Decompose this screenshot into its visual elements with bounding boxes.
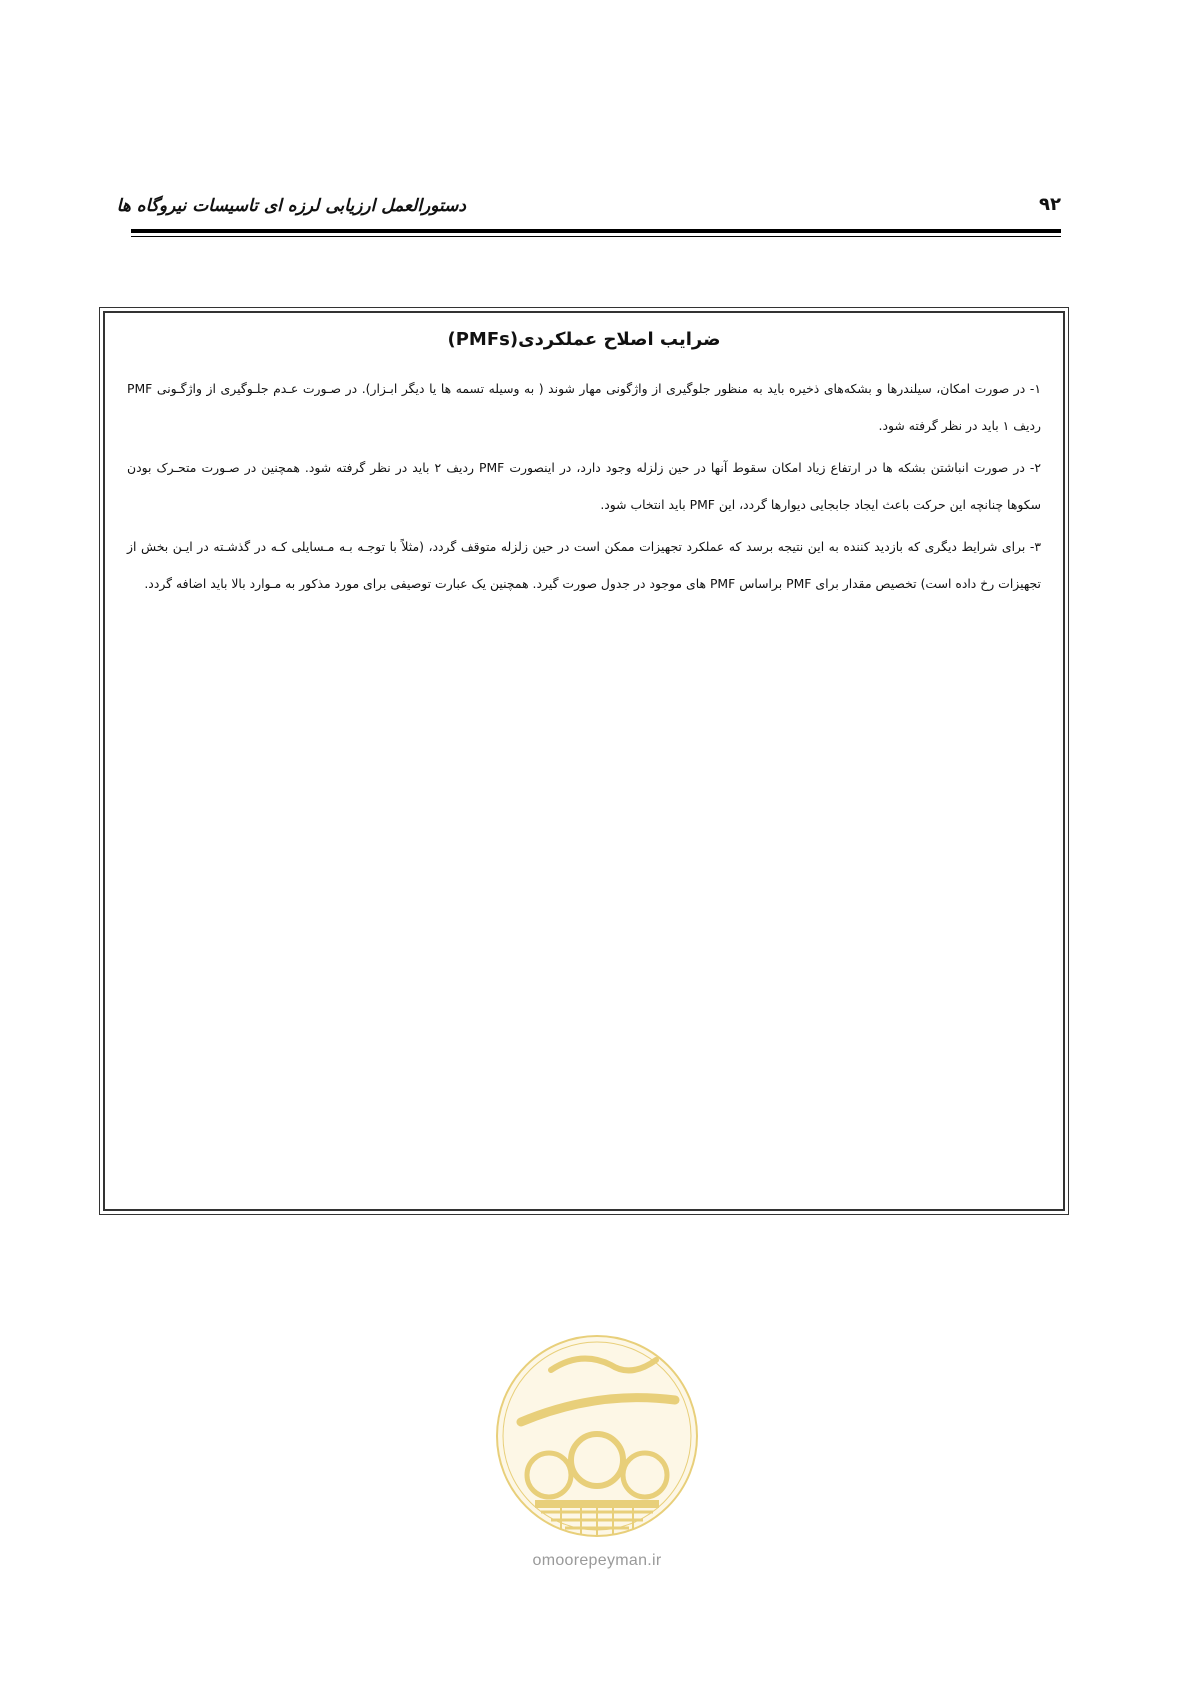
- page-header: [116, 194, 1061, 226]
- page-number: ۹۲: [1039, 194, 1061, 215]
- watermark-logo: [491, 1330, 703, 1542]
- header-rule-thin: [131, 236, 1061, 237]
- watermark-website: omoorepeyman.ir: [532, 1552, 662, 1569]
- content-box: [103, 311, 1065, 1211]
- watermark-seal-icon: [491, 1330, 703, 1542]
- paragraph-1: ۱- در صورت امکان، سیلندرها و بشکه‌های ذخیره باید به منظور جلوگیری از واژگونی مهار شوند ( به وسیله تسمه ها یا دیگر ابـزار). در صـورت عـدم جلـوگیری از واژگـونی PMF ردیف ۱ باید در نظر گرفته شود.: [127, 381, 1041, 433]
- paragraph-3: ۳- برای شرایط دیگری که بازدید کننده به این نتیجه برسد که عملکرد تجهیزات ممکن است در حین زلزله متوقف گردد، (مثلاً با توجـه بـه مـسایلی کـه در گذشـته در ایـن بخش از تجهیزات رخ داده است) تخصیص مقدار برای PMF براساس PMF های موجود در جدول صورت گیرد. همچنین یک عبارت توصیفی برای مورد مذکور به مـوارد بالا باید اضافه گردد.: [127, 539, 1041, 591]
- box-title: ضرایب اصلاح عملکردی(PMFs): [447, 329, 721, 350]
- paragraph-2: ۲- در صورت انباشتن بشکه ها در ارتفاع زیاد امکان سقوط آنها در حین زلزله وجود دارد، در اینصورت PMF ردیف ۲ باید در نظر گرفته شود. همچنین در صـورت متحـرک بودن سکوها چنانچه این حرکت باعث ایجاد جابجایی دیوارها گردد، این PMF باید انتخاب شود.: [127, 460, 1042, 512]
- running-head-title: دستورالعمل ارزیابی لرزه ای تاسیسات نیروگاه ها: [116, 196, 466, 216]
- header-rule-thick: [131, 229, 1061, 233]
